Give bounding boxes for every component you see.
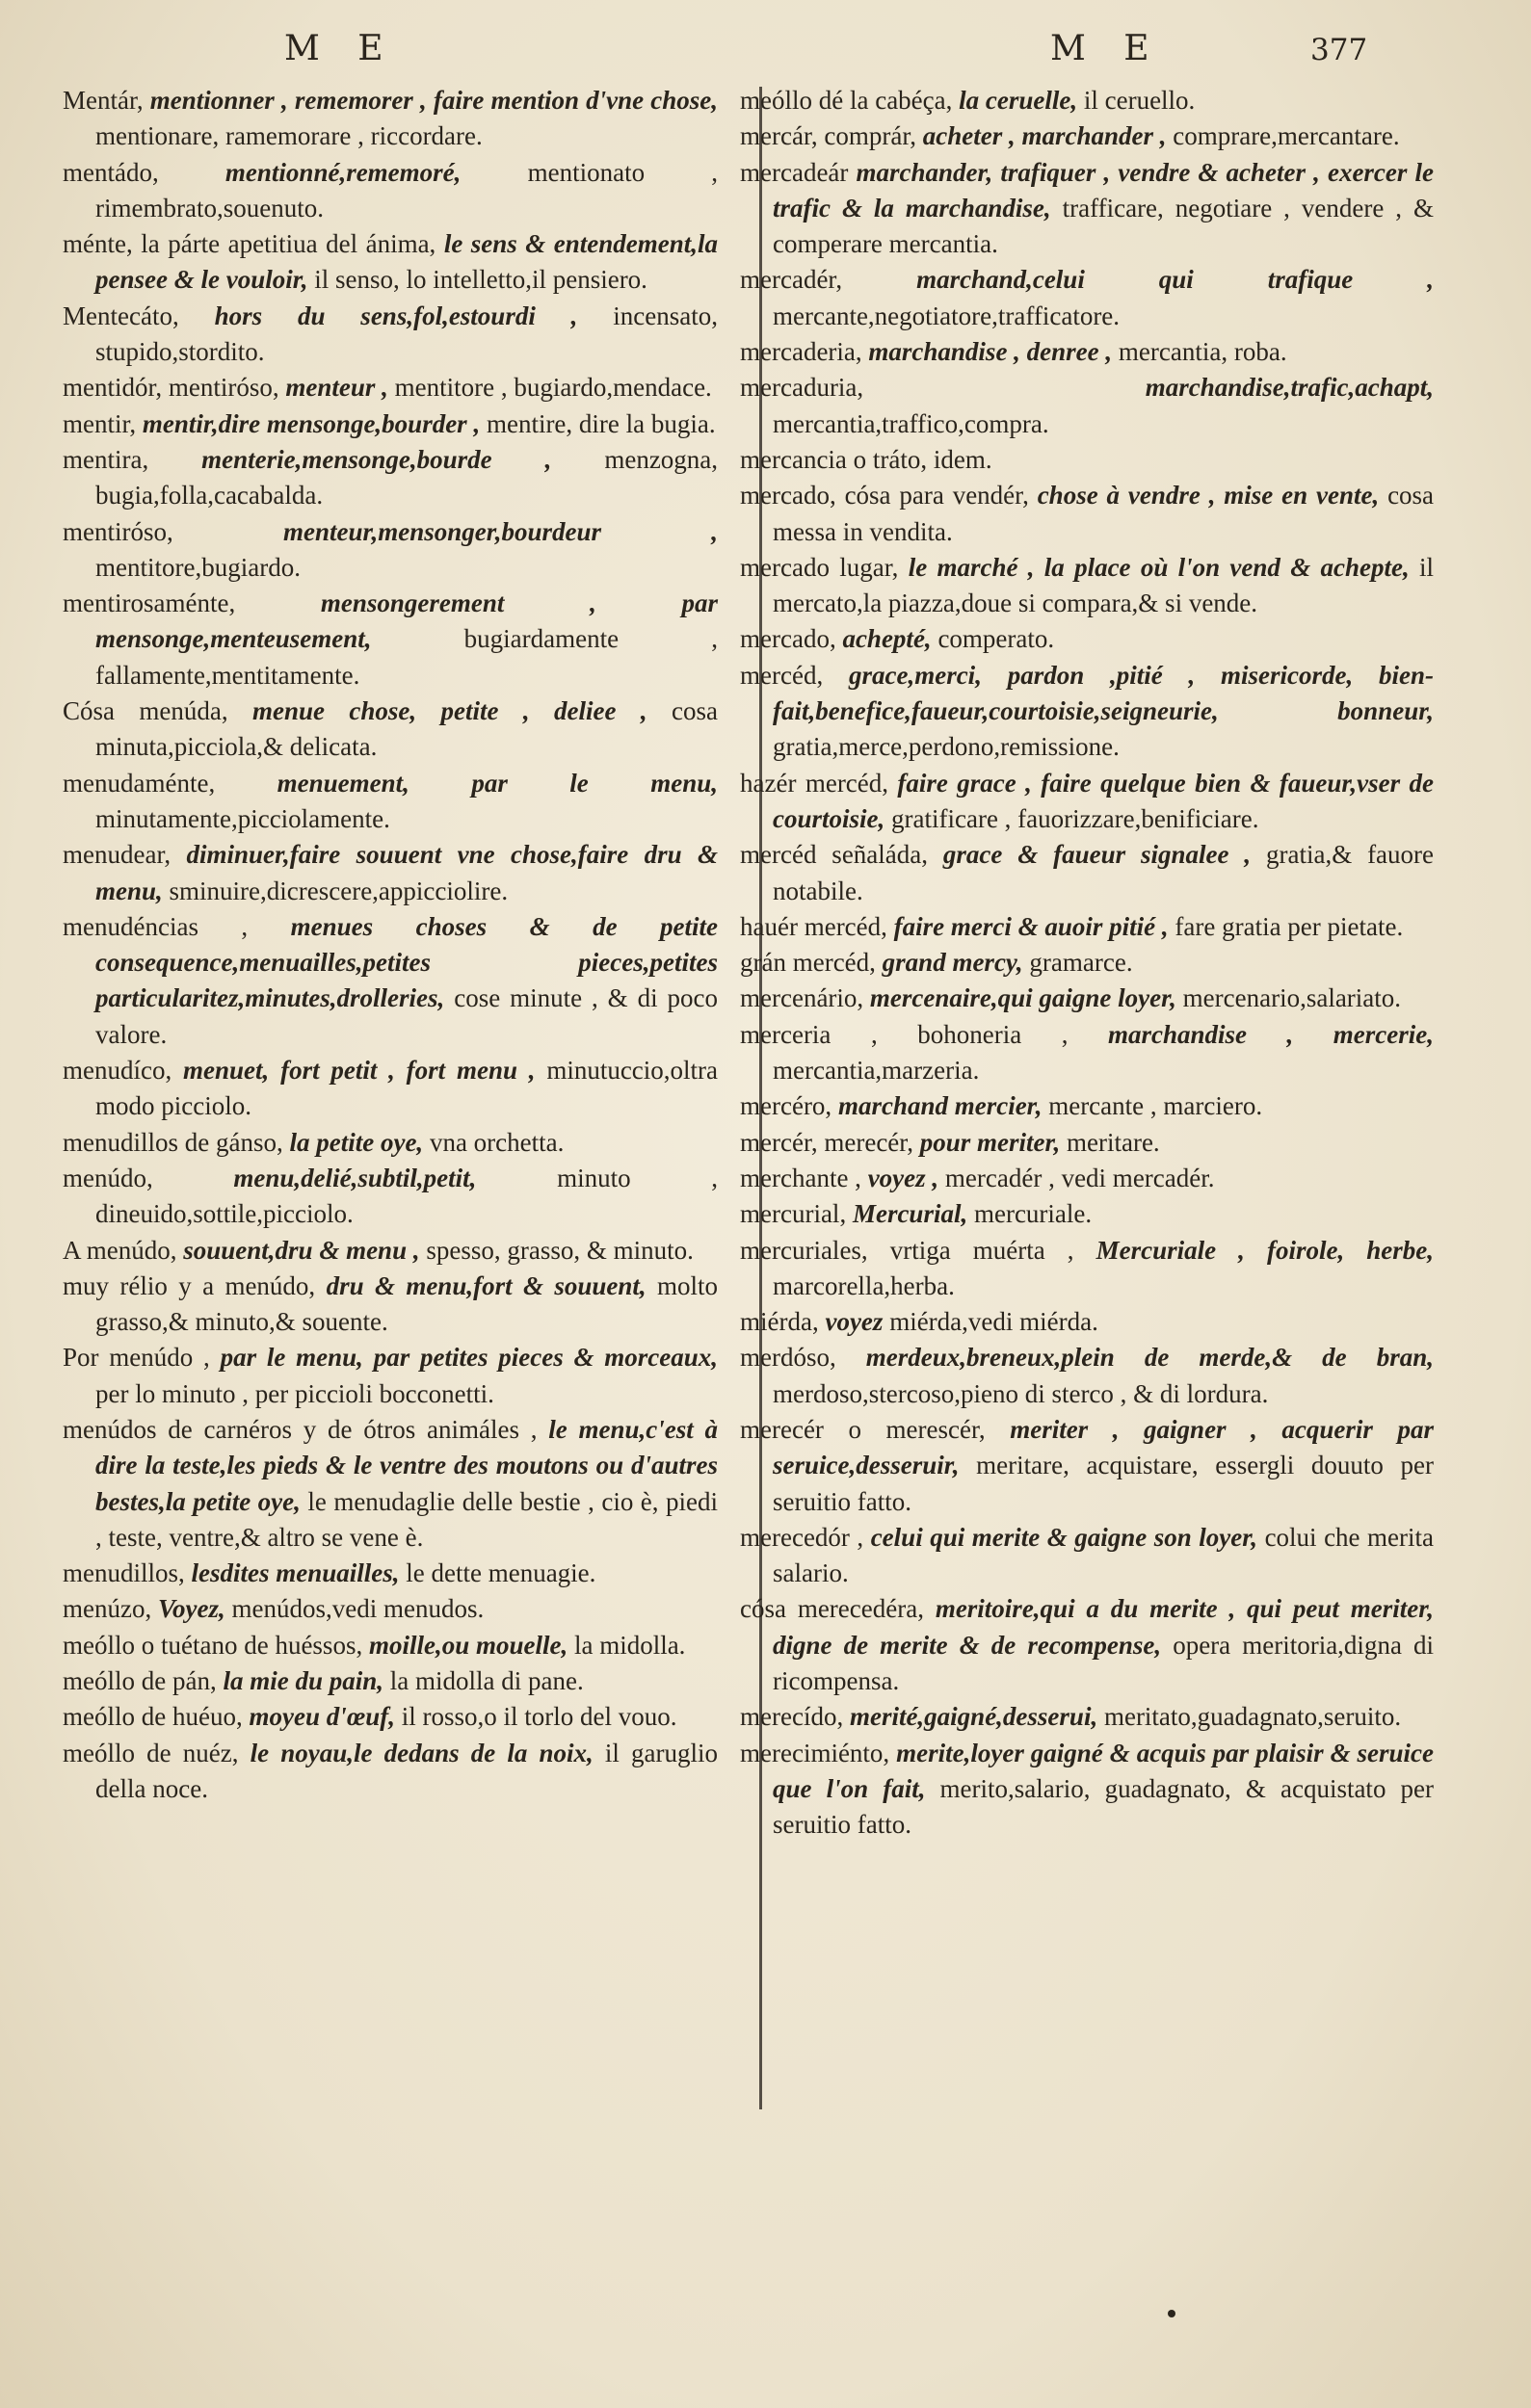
gloss-french: marchandise,trafic,achapt,	[1145, 373, 1434, 403]
gloss-french: la petite oye,	[289, 1127, 424, 1157]
gloss-italian: il ceruello.	[1083, 86, 1196, 115]
gloss-italian: mentitore , bugiardo,mendace.	[394, 373, 712, 403]
gloss-italian: mentire, dire la bugia.	[486, 408, 716, 438]
dictionary-entry	[63, 586, 718, 694]
gloss-italian: mercenario,salariato.	[1182, 983, 1402, 1013]
dictionary-entry	[63, 1053, 718, 1125]
gloss-italian: gratia,merce,perdono,remissione.	[773, 732, 1120, 762]
dictionary-entry	[63, 1663, 718, 1699]
dictionary-entry	[740, 334, 1434, 370]
gloss-french: hors du sens,fol,estourdi ,	[214, 301, 578, 330]
headword: muy rélio y a menúdo,	[63, 1270, 316, 1300]
gloss-italian: mentionare, ramemorare , riccordare.	[95, 121, 483, 151]
dictionary-entry	[63, 155, 718, 227]
gloss-french: dru & menu,fort & souuent,	[326, 1270, 647, 1300]
gloss-italian: menzogna, bugia,folla,cacabalda.	[95, 444, 719, 510]
headword: merceria , bohoneria ,	[740, 1019, 1069, 1049]
gloss-french: pour	[919, 1127, 971, 1157]
gloss-italian: gratia,& fauore notabile.	[773, 840, 1435, 905]
gloss-french: la mie du pain,	[223, 1666, 383, 1696]
gloss-french: chose à vendre , mise en vente,	[1037, 481, 1380, 510]
dictionary-entry	[63, 1161, 718, 1233]
gloss-french: menterie,mensonge,bourde ,	[201, 444, 552, 474]
headword: meóllo de pán,	[63, 1666, 217, 1696]
gloss-french: mercenaire,qui gaigne loyer,	[869, 983, 1176, 1013]
gloss-italian: fare gratia per pietate.	[1175, 911, 1404, 941]
gloss-italian: la midolla di pane.	[389, 1666, 584, 1696]
gloss-french: grand mercy,	[882, 948, 1023, 978]
dictionary-entry	[740, 1591, 1434, 1699]
headword: Cósa menúda,	[63, 696, 228, 726]
gloss-italian: gratificare , fauorizzare,benificiare.	[891, 803, 1259, 833]
gloss-italian: meritare.	[1066, 1127, 1160, 1157]
headword: merecído,	[740, 1702, 844, 1732]
headword: merecedór ,	[740, 1522, 864, 1552]
right-column	[740, 83, 1434, 1844]
headword: cósa merecedéra,	[740, 1594, 924, 1624]
gloss-italian: mentionato , rimembrato,souenuto.	[95, 157, 719, 222]
gloss-spanish: la párte apetitiua del ánima,	[141, 229, 436, 259]
gloss-french: mentionner , rememorer , faire mention d'vne chose,	[149, 86, 718, 115]
gloss-italian: cose minute , & di poco valore.	[95, 983, 719, 1049]
dictionary-entry	[740, 1340, 1434, 1412]
gloss-french: Mercuriale , foirole, herbe,	[1095, 1235, 1435, 1265]
dictionary-entry	[63, 226, 718, 299]
gloss-french: menue chose, petite , deliee ,	[252, 696, 647, 726]
dictionary-entry	[740, 909, 1434, 945]
gloss-french: menteur,mensonger,bourdeur ,	[282, 516, 719, 546]
gloss-italian: il senso, lo intelletto,il pensiero.	[314, 265, 647, 295]
headword: meóllo dé la cabéça,	[740, 86, 953, 115]
dictionary-entry	[63, 1556, 718, 1591]
dictionary-entry	[740, 1412, 1434, 1520]
gloss-french: par le menu, par petites pieces & morceaux,	[220, 1343, 719, 1373]
gloss-italian: cosa messa in vendita.	[773, 481, 1435, 546]
gloss-italian: mercante,negotiatore,trafficatore.	[773, 301, 1121, 330]
gloss-italian: la midolla.	[573, 1630, 686, 1660]
headword: merecér o merescér,	[740, 1414, 986, 1444]
gloss-italian: bugiardamente , fallamente,mentitamente.	[95, 624, 719, 690]
dictionary-entry	[740, 83, 1434, 118]
dictionary-entry	[63, 1125, 718, 1161]
gloss-italian: le menudaglie delle bestie , cio è, piedi , teste, ventre,& altro se vene è.	[95, 1486, 718, 1552]
gloss-french: marchand mercier,	[837, 1091, 1043, 1121]
dictionary-entry	[63, 514, 718, 587]
dictionary-entry	[63, 442, 718, 514]
dictionary-entry	[740, 1304, 1434, 1340]
dictionary-entry	[740, 1520, 1434, 1592]
gloss-french: meritoire,qui a du merite , qui peut meriter, digne de merite & de recompense,	[773, 1594, 1434, 1660]
dictionary-entry	[740, 155, 1434, 263]
headword: mercadér,	[740, 265, 843, 295]
dictionary-entry	[740, 621, 1434, 657]
gloss-italian: mercantia, roba.	[1118, 337, 1287, 367]
dictionary-entry	[740, 1088, 1434, 1124]
gloss-italian: mentitore,bugiardo.	[95, 552, 301, 582]
dictionary-entry	[63, 1340, 718, 1412]
gloss-french: achepté,	[842, 624, 932, 654]
gloss-french: meriter , gaigner , acquerir par seruice,desseruir,	[773, 1414, 1434, 1480]
dictionary-entry	[740, 370, 1434, 442]
headword: mercado,	[740, 624, 836, 654]
gloss-italian: cosa minuta,picciola,& delicata.	[95, 696, 718, 762]
gloss-italian: il rosso,o il torlo del vouo.	[401, 1702, 677, 1732]
headword: meóllo de huéuo,	[63, 1702, 243, 1732]
header-center-letters: M E	[1050, 29, 1163, 68]
gloss-spanish: merecér,	[824, 1127, 913, 1157]
gloss-italian: comprare,mercantare.	[1173, 121, 1400, 151]
gloss-french: menuement, par le menu,	[277, 768, 719, 798]
gloss-french: menues choses & de petite consequence,menuailles,petites pieces,petites particularitez,minutes,drolleries,	[95, 911, 719, 1013]
dictionary-entry	[740, 442, 1434, 478]
dictionary-entry	[63, 909, 718, 1053]
dictionary-entry	[740, 118, 1434, 154]
dictionary-entry	[63, 1269, 718, 1341]
headword: menudíco,	[63, 1056, 172, 1086]
gloss-french: le sens & entendement,la pensee & le vouloir,	[95, 229, 719, 295]
dictionary-entry	[740, 1196, 1434, 1232]
headword: mercado,	[740, 481, 836, 510]
dictionary-entry	[63, 1699, 718, 1735]
headword: mercuriales,	[740, 1235, 868, 1265]
dictionary-entry	[63, 1412, 718, 1556]
gloss-french: menuet, fort petit , fort menu ,	[183, 1056, 536, 1086]
gloss-italian: meritare, acquistare, essergli douuto per seruitio fatto.	[773, 1451, 1435, 1516]
headword: Mentecáto,	[63, 301, 179, 330]
gloss-french: marchander, trafiquer , vendre & acheter , exercer le trafic & la marchandise,	[773, 157, 1434, 222]
gloss-french: mensongerement , par mensonge,menteusement,	[95, 589, 719, 654]
gloss-italian: marcorella,herba.	[773, 1270, 955, 1300]
dictionary-entry	[740, 1125, 1434, 1161]
headword: merdóso,	[740, 1343, 836, 1373]
gloss-italian: meritato,guadagnato,seruito.	[1103, 1702, 1402, 1732]
gloss-italian: gramarce.	[1029, 948, 1133, 978]
gloss-italian: trafficare, negotiare , vendere , & comperare mercantia.	[773, 193, 1434, 259]
dictionary-entry	[63, 406, 718, 442]
gloss-italian: minuto , dineuido,sottile,picciolo.	[95, 1163, 718, 1229]
headword: hazér mercéd,	[740, 768, 889, 798]
headword: merecimiénto,	[740, 1738, 890, 1767]
gloss-french: merdeux,breneux,plein de merde,& de bran,	[865, 1343, 1434, 1373]
gloss-french: menu,delié,subtil,petit,	[233, 1163, 477, 1192]
dictionary-entry	[740, 550, 1434, 622]
headword: menudaménte,	[63, 768, 216, 798]
headword: mercaderia,	[740, 337, 862, 367]
gloss-italian: colui che merita salario.	[773, 1522, 1435, 1588]
gloss-italian: opera meritoria,digna di ricompensa.	[773, 1630, 1435, 1696]
headword: Por menúdo ,	[63, 1343, 210, 1373]
gloss-french: le marché , la place où l'on vend & achepte,	[908, 552, 1410, 582]
gloss-french: moyeu d'œuf,	[249, 1702, 395, 1732]
gloss-french: faire grace , faire quelque bien & faueur,vser de courtoisie,	[773, 768, 1434, 833]
headword: mentirosaménte,	[63, 589, 236, 618]
gloss-italian: mercuriale.	[973, 1199, 1093, 1229]
dictionary-entry	[740, 262, 1434, 334]
headword: mercéd señaláda,	[740, 840, 929, 870]
gloss-italian: mercantia,traffico,compra.	[773, 408, 1049, 438]
headword: mercár,	[740, 121, 818, 151]
gloss-french: faire merci & auoir pitié ,	[893, 911, 1169, 941]
dictionary-entry	[63, 1591, 718, 1627]
dictionary-entry	[63, 299, 718, 371]
gloss-french: meriter,	[976, 1127, 1061, 1157]
dictionary-entry	[740, 981, 1434, 1016]
headword: mercancia o tráto,	[740, 444, 928, 474]
headword: mercér,	[740, 1127, 818, 1157]
headword: ménte,	[63, 229, 133, 259]
headword: menudéncias ,	[63, 911, 249, 941]
headword: menudillos,	[63, 1558, 185, 1588]
gloss-french: merite,loyer gaigné & acquis par plaisir & seruice que l'on fait,	[773, 1738, 1435, 1803]
gloss-french: Voyez,	[157, 1594, 225, 1624]
headword: meóllo de nuéz,	[63, 1738, 239, 1767]
gloss-french: moille,ou mouelle,	[368, 1630, 568, 1660]
gloss-italian: per lo minuto , per piccioli bocconetti.	[95, 1378, 494, 1408]
gloss-french: Mercurial,	[852, 1199, 968, 1229]
gloss-french: mentionné,rememoré,	[224, 157, 462, 187]
gloss-italian: minutamente,picciolamente.	[95, 803, 390, 833]
dictionary-entry	[63, 694, 718, 766]
headword: mercadeár	[740, 157, 849, 187]
headword: mentir,	[63, 408, 137, 438]
headword: miérda,	[740, 1307, 819, 1337]
gloss-italian: minutuccio,oltra modo picciolo.	[95, 1056, 719, 1121]
gloss-italian: comperato.	[937, 624, 1055, 654]
headword: menúdos de carnéros y de ótros animáles ,	[63, 1414, 538, 1444]
headword: menúdo,	[63, 1163, 153, 1192]
dictionary-entry	[740, 1017, 1434, 1089]
headword: mercéro,	[740, 1091, 832, 1121]
dictionary-entry	[63, 370, 718, 406]
gloss-french: lesdites menuailles,	[191, 1558, 400, 1588]
headword: mercenário,	[740, 983, 864, 1013]
gloss-french: marchandise , mercerie,	[1107, 1019, 1434, 1049]
dictionary-entry	[740, 1699, 1434, 1735]
headword: grán mercéd,	[740, 948, 876, 978]
gloss-french: la ceruelle,	[959, 86, 1078, 115]
gloss-italian: merdoso,stercoso,pieno di sterco , & di lordura.	[773, 1378, 1269, 1408]
dictionary-entry	[63, 1736, 718, 1808]
headword: A menúdo,	[63, 1235, 177, 1265]
gloss-italian: idem.	[933, 444, 992, 474]
dictionary-entry	[63, 1628, 718, 1663]
headword: mercéd,	[740, 660, 824, 690]
running-header	[0, 29, 1531, 77]
gloss-spanish: cósa para vendér,	[844, 481, 1029, 510]
headword: mentidór,	[63, 373, 163, 403]
dictionary-entry	[740, 1161, 1434, 1196]
headword: meóllo o tuétano de huéssos,	[63, 1630, 363, 1660]
gloss-french: voyez ,	[867, 1163, 939, 1192]
dictionary-entry	[740, 945, 1434, 981]
gloss-french: grace,merci, pardon ,pitié , misericorde, bien-fait,benefice,faueur,courtoisie,seigneurie, bonneur,	[773, 660, 1435, 726]
dictionary-entry	[63, 1233, 718, 1269]
gloss-french: celui qui merite & gaigne son loyer,	[870, 1522, 1258, 1552]
gloss-italian: spesso, grasso, & minuto.	[426, 1235, 694, 1265]
dictionary-entry	[740, 837, 1434, 909]
dictionary-entry	[740, 478, 1434, 550]
gloss-italian: il mercato,la piazza,doue si compara,& si vende.	[773, 552, 1435, 618]
headword: mentiróso,	[63, 516, 173, 546]
gloss-spanish: comprár,	[824, 121, 916, 151]
gloss-french: souuent,dru & menu ,	[183, 1235, 420, 1265]
gloss-italian: mercantia,marzeria.	[773, 1056, 980, 1086]
gloss-french: merité,gaigné,desserui,	[849, 1702, 1098, 1732]
gloss-french: marchandise , denree ,	[868, 337, 1113, 367]
headword: menudillos de gánso,	[63, 1127, 283, 1157]
gloss-spanish: mentiróso,	[168, 373, 279, 403]
headword: hauér mercéd,	[740, 911, 887, 941]
gloss-french: diminuer,faire souuent vne chose,faire dru & menu,	[95, 840, 719, 905]
gloss-italian: merito,salario, guadagnato, & acquistato per seruitio fatto.	[773, 1773, 1435, 1840]
dictionary-entry	[740, 766, 1434, 838]
dictionary-entry	[740, 658, 1434, 766]
gloss-french: menteur ,	[285, 373, 388, 403]
gloss-italian: menúdos,vedi menudos.	[231, 1594, 485, 1624]
gloss-italian: molto grasso,& minuto,& souente.	[95, 1270, 719, 1337]
gloss-italian: le dette menuagie.	[406, 1558, 596, 1588]
headword: menúzo,	[63, 1594, 152, 1624]
headword: menudear,	[63, 840, 172, 870]
headword: merchante ,	[740, 1163, 861, 1192]
gloss-spanish: vrtiga muérta ,	[889, 1235, 1074, 1265]
headword: mercurial,	[740, 1199, 847, 1229]
dictionary-entry	[63, 837, 718, 909]
gloss-italian: mercadér , vedi mercadér.	[944, 1163, 1215, 1192]
dictionary-entry	[63, 83, 718, 155]
gloss-italian: vna orchetta.	[429, 1127, 565, 1157]
gloss-french: grace & faueur signalee ,	[942, 840, 1252, 870]
gloss-italian: sminuire,dicrescere,appicciolire.	[169, 876, 509, 905]
left-column	[63, 83, 718, 1807]
gloss-french: le menu,c'est à dire la teste,les pieds & le ventre des moutons ou d'autres bestes,la petite oye,	[95, 1414, 718, 1516]
gloss-italian: incensato, stupido,stordito.	[95, 301, 719, 367]
gloss-french: le noyau,le dedans de la noix,	[250, 1738, 594, 1767]
gloss-french: mentir,dire mensonge,bourder ,	[142, 408, 481, 438]
dictionary-entry	[740, 1233, 1434, 1305]
headword: mercaduria,	[740, 373, 864, 403]
gloss-french: acheter , marchander ,	[922, 121, 1167, 151]
headword: mentádo,	[63, 157, 159, 187]
headword: mentira,	[63, 444, 149, 474]
gloss-french: voyez	[825, 1307, 884, 1337]
gloss-french: marchand,celui qui trafique ,	[916, 265, 1434, 295]
gloss-italian: mercante , marciero.	[1048, 1091, 1263, 1121]
dictionary-entry	[740, 1736, 1434, 1844]
printer-mark	[1168, 2310, 1175, 2317]
headword: mercado lugar,	[740, 552, 899, 582]
page-number: 377	[1310, 33, 1368, 67]
headword: Mentár,	[63, 86, 144, 115]
dictionary-entry	[63, 766, 718, 838]
gloss-italian: miérda,vedi miérda.	[889, 1307, 1098, 1337]
gloss-italian: il garuglio della noce.	[95, 1738, 719, 1803]
header-left-letters: M E	[284, 29, 397, 68]
